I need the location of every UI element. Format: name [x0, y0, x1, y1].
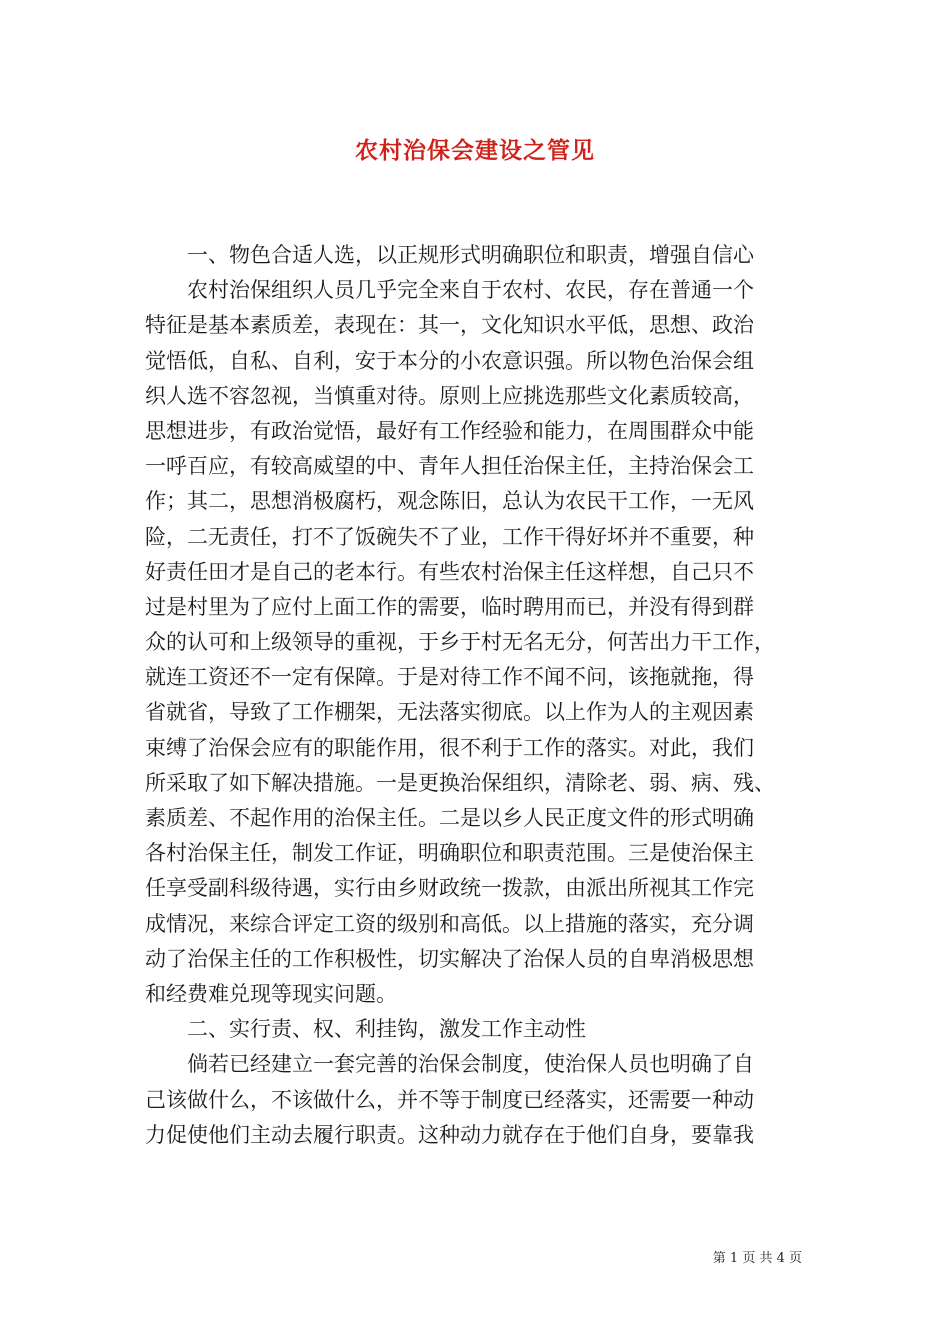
body-line: 过是村里为了应付上面工作的需要，临时聘用而已，并没有得到群 — [145, 594, 754, 619]
body-line: 所采取了如下解决措施。一是更换治保组织，清除老、弱、病、残、 — [145, 770, 775, 795]
body-line: 素质差、不起作用的治保主任。二是以乡人民正度文件的形式明确 — [145, 806, 754, 830]
body-line: 倘若已经建立一套完善的治保会制度，使治保人员也明确了自 — [145, 1052, 754, 1077]
body-line: 任享受副科级待遇，实行由乡财政统一拨款，由派出所视其工作完 — [145, 876, 754, 901]
body-line: 险，二无责任，打不了饭碗失不了业，工作干得好坏并不重要，种 — [145, 524, 754, 549]
body-line: 动了治保主任的工作积极性，切实解决了治保人员的自卑消极思想 — [145, 946, 754, 971]
body-line: 束缚了治保会应有的职能作用，很不利于工作的落实。对此，我们 — [145, 735, 754, 760]
body-line: 力促使他们主动去履行职责。这种动力就存在于他们自身，要靠我 — [145, 1122, 754, 1147]
body-line: 二、实行责、权、利挂钩，激发工作主动性 — [145, 1017, 586, 1042]
body-line: 一、物色合适人选，以正规形式明确职位和职责，增强自信心 — [145, 243, 754, 267]
body-line: 己该做什么，不该做什么，并不等于制度已经落实，还需要一种动 — [145, 1087, 754, 1112]
body-line: 作；其二，思想消极腐朽，观念陈旧，总认为农民干工作，一无风 — [145, 489, 754, 514]
body-line: 一呼百应，有较高威望的中、青年人担任治保主任，主持治保会工 — [145, 454, 754, 479]
body-line: 特征是基本素质差，表现在：其一，文化知识水平低，思想、政治 — [145, 313, 754, 338]
body-line: 成情况，来综合评定工资的级别和高低。以上措施的落实，充分调 — [145, 911, 754, 936]
body-line: 觉悟低，自私、自利，安于本分的小农意识强。所以物色治保会组 — [145, 348, 754, 373]
document-body — [145, 238, 810, 1153]
body-line: 好责任田才是自己的老本行。有些农村治保主任这样想，自己只不 — [145, 559, 754, 584]
body-line: 就连工资还不一定有保障。于是对待工作不闻不问，该拖就拖，得 — [145, 665, 754, 690]
body-line: 农村治保组织人员几乎完全来自于农村、农民，存在普通一个 — [145, 278, 754, 303]
body-line: 思想进步，有政治觉悟，最好有工作经验和能力，在周围群众中能 — [145, 418, 754, 443]
body-line: 织人选不容忽视，当慎重对待。原则上应挑选那些文化素质较高， — [145, 383, 754, 408]
body-line: 众的认可和上级领导的重视，于乡于村无名无分，何苦出力干工作， — [145, 630, 775, 655]
document-title: 农村治保会建设之管见 — [355, 137, 595, 164]
body-line: 省就省，导致了工作棚架，无法落实彻底。以上作为人的主观因素 — [145, 700, 754, 725]
body-line: 和经费难兑现等现实问题。 — [145, 981, 397, 1006]
body-line: 各村治保主任，制发工作证，明确职位和职责范围。三是使治保主 — [145, 841, 754, 866]
page-number-footer: 第 1 页 共 4 页 — [712, 1251, 802, 1266]
